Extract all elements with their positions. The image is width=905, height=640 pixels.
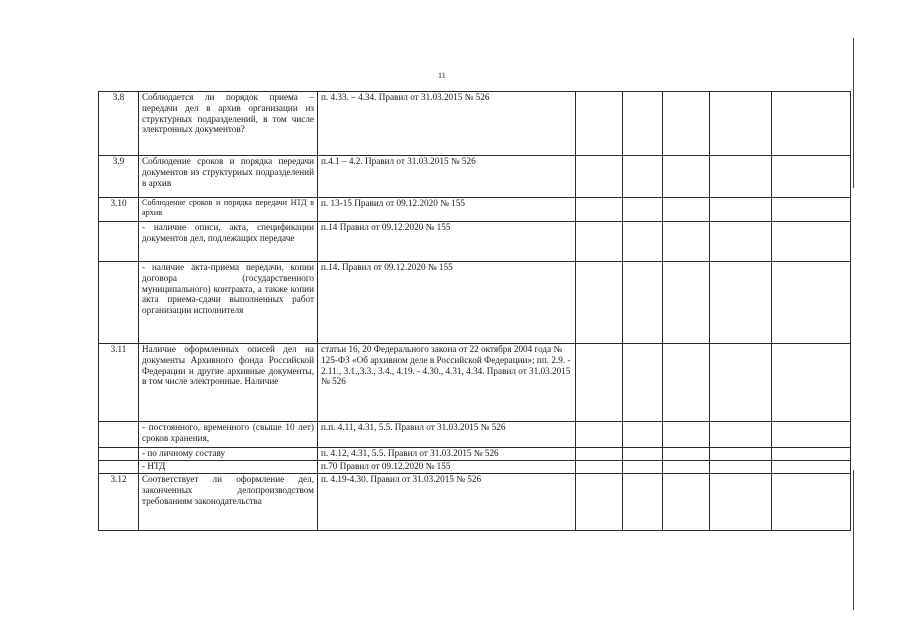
answer-cell — [623, 422, 663, 448]
answer-cell — [663, 344, 710, 422]
table-row — [99, 448, 851, 461]
table-row — [99, 344, 851, 422]
note-cell — [772, 262, 851, 344]
row-number: 3.8 — [99, 92, 139, 156]
page-number: 11 — [438, 71, 446, 80]
table-row — [99, 262, 851, 344]
table-row — [99, 156, 851, 198]
table-row — [99, 222, 851, 262]
legal-reference: п. 4.33. – 4.34. Правил от 31.03.2015 № 526 — [318, 92, 576, 156]
note-cell — [772, 344, 851, 422]
requirement-text: Соблюдение сроков и порядка передачи документов из структурных подразделений в архив — [139, 156, 318, 198]
answer-cell — [710, 344, 772, 422]
answer-cell — [710, 474, 772, 531]
answer-cell — [663, 198, 710, 222]
requirement-text: Соблюдение сроков и порядка передачи НТД в архив — [139, 198, 318, 222]
note-cell — [772, 422, 851, 448]
legal-reference: п.14 Правил от 09.12.2020 № 155 — [318, 222, 576, 262]
answer-cell — [576, 448, 623, 461]
answer-cell — [710, 461, 772, 474]
answer-cell — [663, 262, 710, 344]
answer-cell — [663, 461, 710, 474]
answer-cell — [623, 92, 663, 156]
requirement-text: Соблюдается ли порядок приема – передачи дел в архив организации из структурных подразделений, в том числе электронных документов? — [139, 92, 318, 156]
answer-cell — [663, 448, 710, 461]
note-cell — [772, 461, 851, 474]
answer-cell — [663, 92, 710, 156]
table-row — [99, 198, 851, 222]
requirement-text: - НТД — [139, 461, 318, 474]
note-cell — [772, 156, 851, 198]
answer-cell — [623, 344, 663, 422]
answer-cell — [663, 222, 710, 262]
answer-cell — [710, 222, 772, 262]
answer-cell — [623, 198, 663, 222]
answer-cell — [576, 222, 623, 262]
legal-reference: п. 4.19-4.30. Правил от 31.03.2015 № 526 — [318, 474, 576, 531]
answer-cell — [576, 262, 623, 344]
row-number — [99, 422, 139, 448]
table-row — [99, 461, 851, 474]
requirement-text: Соответствует ли оформление дел, законченных делопроизводством требованиям законодательства — [139, 474, 318, 531]
answer-cell — [663, 422, 710, 448]
legal-reference: п. 13-15 Правил от 09.12.2020 № 155 — [318, 198, 576, 222]
row-number — [99, 461, 139, 474]
requirement-text: - наличие описи, акта, спецификации документов дел, подлежащих передаче — [139, 222, 318, 262]
note-cell — [772, 448, 851, 461]
legal-reference: п.п. 4.11, 4.31, 5.5. Правил от 31.03.2015 № 526 — [318, 422, 576, 448]
answer-cell — [576, 474, 623, 531]
answer-cell — [576, 461, 623, 474]
answer-cell — [710, 156, 772, 198]
answer-cell — [623, 461, 663, 474]
row-number — [99, 262, 139, 344]
answer-cell — [710, 422, 772, 448]
note-cell — [772, 92, 851, 156]
requirement-text: Наличие оформленных описей дел на документы Архивного фонда Российской Федерации и другие архивные документы, в том числе электронные. Наличие — [139, 344, 318, 422]
answer-cell — [623, 448, 663, 461]
answer-cell — [663, 474, 710, 531]
answer-cell — [623, 156, 663, 198]
note-cell — [772, 198, 851, 222]
answer-cell — [623, 262, 663, 344]
row-number: 3.11 — [99, 344, 139, 422]
requirement-text: - наличие акта-приема передачи, копии договора (государственного муниципального) контракта, а также копии акта приема-сдачи выполненных работ организации исполнителя — [139, 262, 318, 344]
margin-line-upper — [853, 38, 854, 188]
answer-cell — [576, 422, 623, 448]
note-cell — [772, 474, 851, 531]
answer-cell — [710, 448, 772, 461]
answer-cell — [623, 222, 663, 262]
row-number: 3.9 — [99, 156, 139, 198]
answer-cell — [710, 92, 772, 156]
table-row — [99, 92, 851, 156]
row-number: 3.10 — [99, 198, 139, 222]
note-cell — [772, 222, 851, 262]
answer-cell — [576, 344, 623, 422]
legal-reference: п.14. Правил от 09.12.2020 № 155 — [318, 262, 576, 344]
answer-cell — [576, 198, 623, 222]
checklist-table — [98, 91, 851, 531]
requirement-text: - постоянного, временного (свыше 10 лет) сроков хранения, — [139, 422, 318, 448]
legal-reference: п. 4.12, 4.31, 5.5. Правил от 31.03.2015 № 526 — [318, 448, 576, 461]
requirement-text: - по личному составу — [139, 448, 318, 461]
margin-line-lower — [853, 470, 854, 610]
legal-reference: п.4.1 – 4.2. Правил от 31.03.2015 № 526 — [318, 156, 576, 198]
table-row — [99, 422, 851, 448]
answer-cell — [576, 92, 623, 156]
legal-reference: статьи 16, 20 Федерального закона от 22 октября 2004 года № 125-ФЗ «Об архивном деле в Российской Федерации»; пп. 2.9. - 2.11., 3.1.,3.3., 3.4., 4.19. - 4.30., 4.31, 4.34. Правил от 31.03.2015 № 526 — [318, 344, 576, 422]
answer-cell — [576, 156, 623, 198]
row-number: 3.12 — [99, 474, 139, 531]
table-row — [99, 474, 851, 531]
answer-cell — [623, 474, 663, 531]
legal-reference: п.70 Правил от 09.12.2020 № 155 — [318, 461, 576, 474]
row-number — [99, 448, 139, 461]
answer-cell — [663, 156, 710, 198]
answer-cell — [710, 262, 772, 344]
row-number — [99, 222, 139, 262]
answer-cell — [710, 198, 772, 222]
